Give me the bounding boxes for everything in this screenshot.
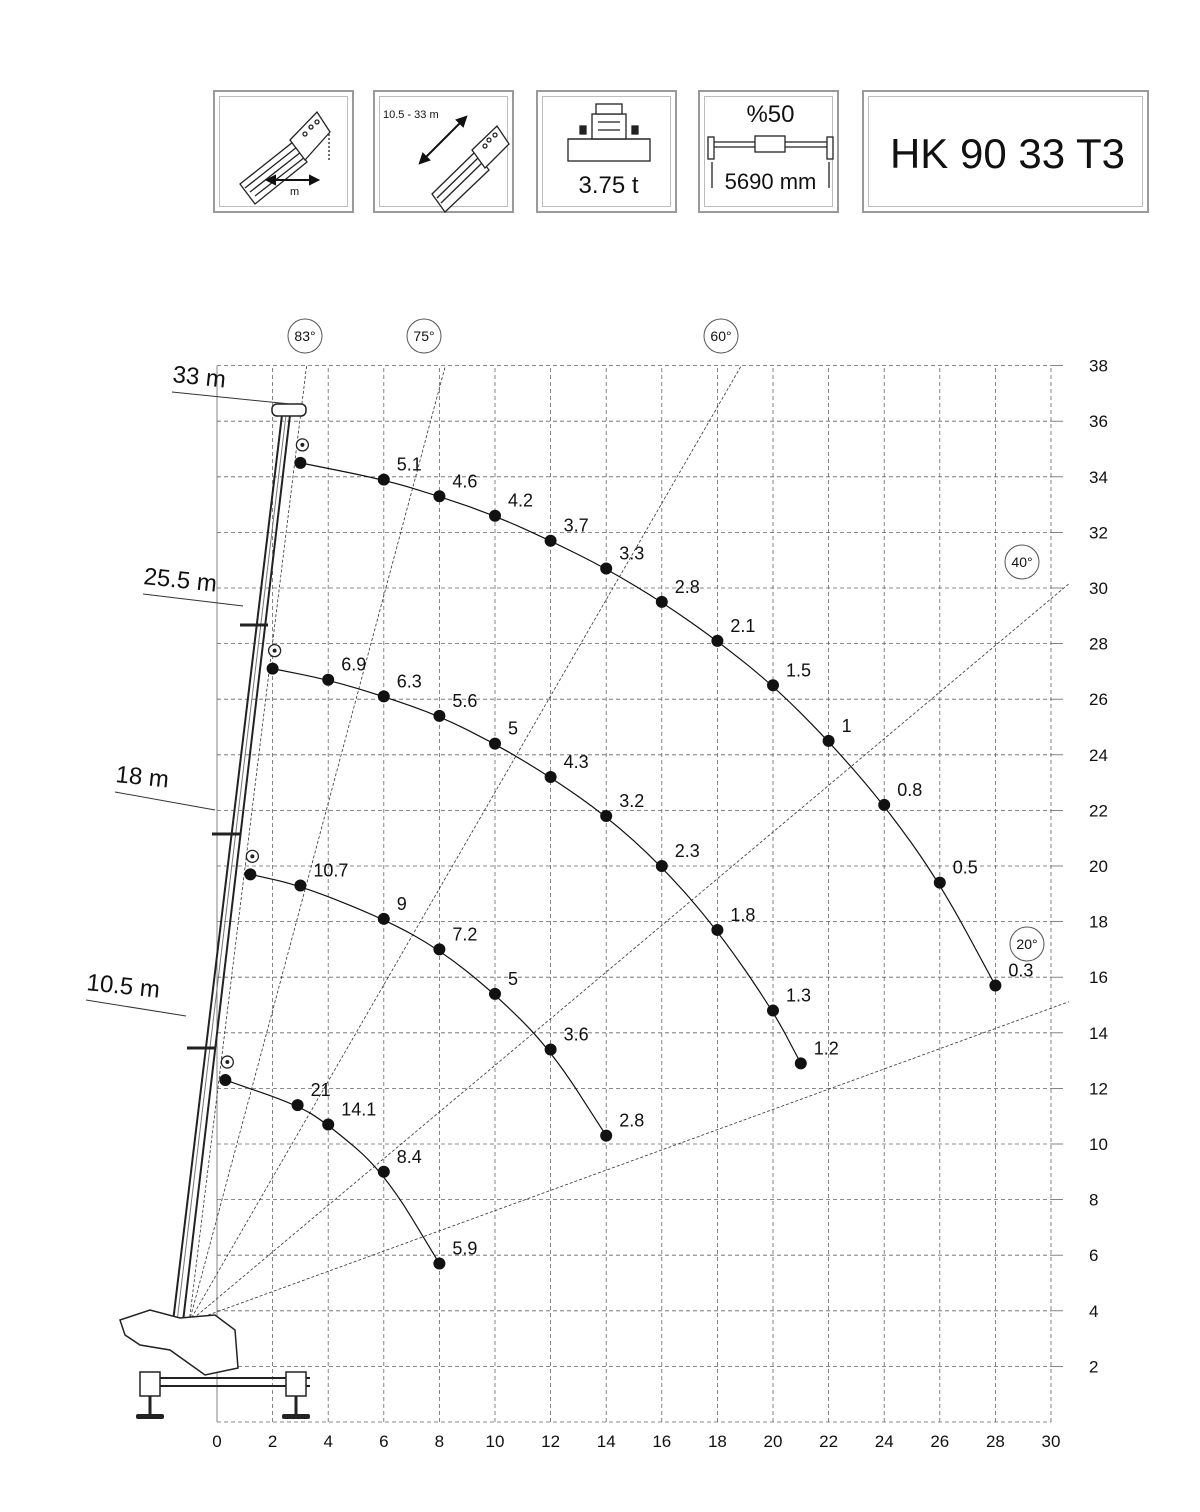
crane-drawing [86,392,310,1419]
boom-outline [182,415,290,1330]
y-tick-label: 10 [1089,1135,1108,1154]
load-value-label: 3.6 [563,1024,589,1045]
load-point [378,690,390,702]
load-point [989,980,1001,992]
load-value-label: 1.5 [786,660,812,681]
boom-length-label: 25.5 m [142,563,219,598]
outrigger-leg [140,1372,160,1396]
y-tick-label: 18 [1089,912,1108,932]
load-value-label: 10.7 [313,860,349,881]
labels [85,357,1108,1451]
x-tick-label: 12 [541,1432,561,1451]
grid [217,366,1063,1422]
load-point [378,474,390,486]
load-point [545,535,557,547]
angle-lines [189,319,1069,1322]
load-curve [250,874,606,1135]
load-point [795,1057,807,1069]
load-value-label: 1 [841,715,852,736]
load-point [767,1005,779,1017]
hook-icon [250,854,254,858]
angle-label: 40° [1011,554,1033,570]
load-value-label: 8.4 [396,1146,422,1167]
load-point [767,679,779,691]
load-value-label: 9 [396,893,407,914]
x-tick-label: 24 [874,1432,894,1451]
boom-outline [172,415,282,1330]
x-tick-label: 2 [267,1432,278,1451]
model-name: HK 90 33 T3 [889,130,1126,177]
load-point [433,710,445,722]
load-value-label: 14.1 [341,1099,377,1120]
boom-length-leader [115,792,215,810]
load-value-label: 21 [310,1080,331,1101]
load-point [219,1074,231,1086]
hook-icon [300,443,304,447]
y-tick-label: 2 [1089,1357,1099,1377]
x-tick-label: 26 [930,1432,950,1451]
load-point [545,771,557,783]
load-value-label: 1.2 [813,1038,839,1059]
load-value-label: 2.3 [674,841,700,861]
boom-length-leader [143,594,243,606]
load-point [878,799,890,811]
load-value-label: 0.5 [952,857,978,878]
load-value-label: 6.9 [341,654,367,675]
load-point [378,913,390,925]
load-point [292,1099,304,1111]
x-tick-label: 8 [434,1432,445,1451]
x-tick-label: 22 [819,1432,839,1451]
load-value-label: 5.6 [452,690,478,711]
x-tick-label: 18 [707,1432,727,1451]
angle-line [189,366,741,1322]
load-point [545,1043,557,1055]
load-point [294,879,306,891]
y-tick-label: 12 [1089,1079,1108,1099]
x-tick-label: 0 [212,1432,222,1451]
load-value-label: 3.3 [619,543,645,564]
load-value-label: 2.1 [730,615,756,636]
x-tick-label: 6 [379,1432,389,1451]
crane-base [120,1310,238,1375]
outrigger-span-value: 5690 mm [724,169,817,194]
x-tick-label: 30 [1041,1432,1061,1451]
y-tick-label: 6 [1089,1246,1099,1266]
boom-length-label: 10.5 m [85,969,162,1004]
counterweight-value: 3.75 t [578,172,639,199]
x-tick-label: 20 [763,1432,783,1451]
angle-label: 20° [1016,936,1038,952]
y-tick-label: 16 [1089,968,1108,988]
hook-icon [273,649,277,653]
x-tick-label: 14 [596,1432,616,1451]
load-point [656,860,668,872]
x-tick-label: 16 [652,1432,672,1451]
load-point [711,924,723,936]
load-value-label: 4.2 [508,490,534,511]
load-point [489,510,501,522]
boom-length-leader [86,1000,186,1016]
load-point [600,810,612,822]
load-value-label: 2.8 [619,1110,645,1131]
load-point [267,663,279,675]
load-point [322,674,334,686]
load-value-label: 1.3 [786,985,812,1006]
y-tick-label: 8 [1089,1190,1099,1210]
y-tick-label: 4 [1089,1301,1099,1321]
x-tick-label: 10 [485,1432,505,1451]
y-tick-label: 28 [1089,634,1108,654]
y-tick-label: 24 [1089,745,1108,765]
load-value-label: 6.3 [396,671,422,692]
y-tick-label: 26 [1089,690,1108,710]
load-value-label: 4.6 [452,471,478,492]
angle-line [189,1002,1069,1322]
load-point [656,596,668,608]
load-point [600,563,612,575]
load-point [433,490,445,502]
angle-line [189,366,445,1322]
y-tick-label: 36 [1089,412,1108,432]
angle-line [189,584,1069,1322]
load-point [433,943,445,955]
y-tick-label: 32 [1089,523,1108,543]
y-tick-label: 30 [1089,579,1108,598]
load-value-label: 4.3 [563,752,589,773]
angle-label: 60° [710,328,732,344]
boom-length-label: 33 m [171,361,228,394]
load-value-label: 2.8 [674,576,700,597]
angle-label: 75° [413,328,435,344]
boom-outline [176,415,286,1330]
y-tick-label: 14 [1089,1023,1108,1043]
outrigger-percentage: %50 [746,101,795,128]
load-value-label: 3.2 [619,790,645,811]
load-value-label: 5.9 [452,1238,478,1259]
boom-tip [272,404,306,416]
load-curve [225,1080,439,1263]
load-point [489,738,501,750]
outrigger-pad [136,1414,164,1419]
outrigger-leg [286,1372,306,1396]
hook-icon [225,1060,229,1064]
radius-unit-label: m [290,186,300,198]
y-tick-label: 38 [1089,356,1108,376]
x-tick-label: 4 [323,1432,333,1451]
y-tick-label: 34 [1089,467,1108,487]
load-point [600,1130,612,1142]
load-value-label: 5.1 [396,454,422,475]
load-value-label: 0.8 [897,779,923,800]
angle-label: 83° [294,328,316,344]
y-tick-label: 22 [1089,801,1108,821]
load-value-label: 3.7 [563,515,589,536]
load-value-label: 5 [508,718,519,739]
load-value-label: 1.8 [730,904,756,925]
load-point [934,877,946,889]
load-point [489,988,501,1000]
load-point [294,457,306,469]
load-point [433,1258,445,1270]
boom-length-label: 18 m [114,761,171,794]
y-tick-label: 20 [1089,857,1108,876]
load-point [823,735,835,747]
load-value-label: 7.2 [452,924,478,945]
outrigger-pad [282,1414,310,1419]
x-tick-label: 28 [985,1432,1005,1451]
load-point [378,1166,390,1178]
load-point [322,1119,334,1131]
load-point [711,635,723,647]
load-value-label: 0.3 [1008,960,1034,981]
load-value-label: 5 [508,968,519,989]
load-point [244,868,256,880]
angle-line [189,366,306,1322]
boom-length-range-label: 10.5 - 33 m [383,109,439,121]
